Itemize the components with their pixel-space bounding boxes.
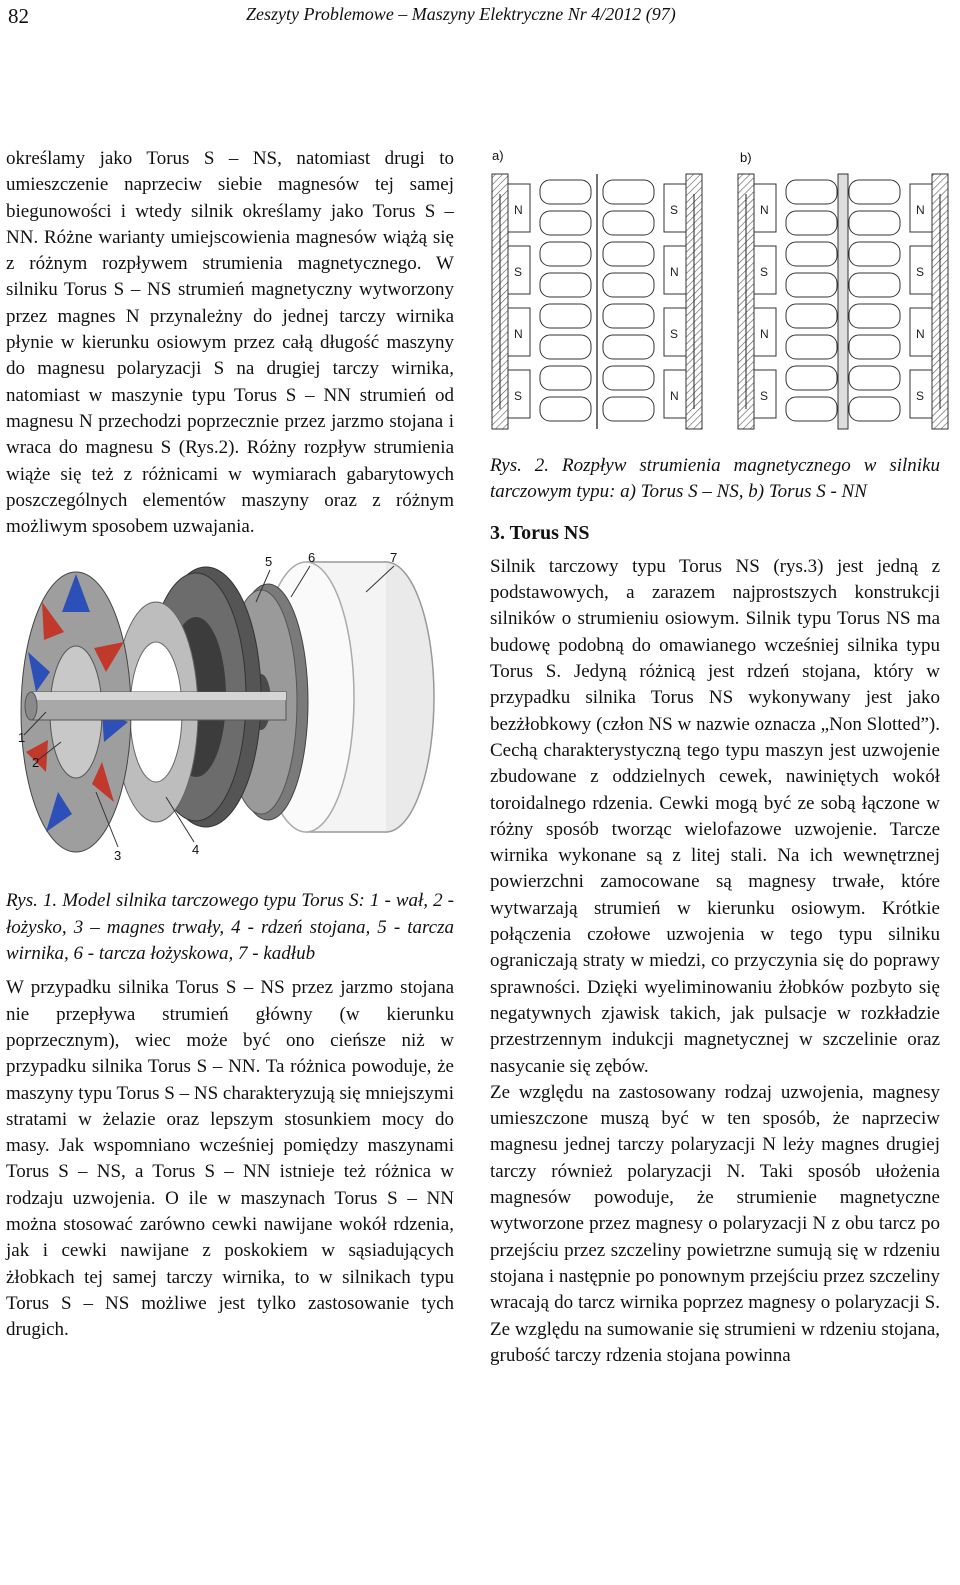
stator-tooth bbox=[540, 180, 591, 204]
stator-tooth bbox=[786, 304, 837, 328]
stator-tooth bbox=[603, 180, 654, 204]
stator-tooth bbox=[540, 397, 591, 421]
fig1-label-7: 7 bbox=[390, 552, 398, 566]
stator-tooth bbox=[603, 242, 654, 266]
fig2-label-b: b) bbox=[740, 150, 752, 165]
shaft bbox=[25, 692, 286, 720]
right-paragraph-1: Silnik tarczowy typu Torus NS (rys.3) jest jedną z podstawowych, a zarazem najprostszych konstrukcji silników o strumieniu osiowym. Silnik typu Torus NS ma budowę podobną do omawianego wcześniej silnika typu Torus S. Jedyną różnicą jest rdzeń stojana, który w przypadku silnika Torus NS wykonywany jest jako bezżłobkowy (człon NS w nazwie oznacza „Non Slotted”). Cechą charakterystyczną tego typu maszyn jest uzwojenie zbudowane z oddzielnych cewek, nawiniętych wokół toroidalnego rdzenia. Cewki mogą być ze sobą łączone w różny sposób tworząc wielofazowe uzwojenie. Tarcze wirnika wykonane są z litej stali. Na ich wewnętrznej powierzchni zamocowane są magnesy trwałe, które wytwarzają strumień w kierunku osiowym. Krótkie połączenia czołowe uzwojenia w tego typu silniku ograniczają straty w miedzi, co przyczynia się do poprawy sprawności. Dzięki wyeliminowaniu żłobków pozbyto się negatywnych zjawisk takich, jak pulsacje w rozkładzie przestrzennym indukcji magnetycznej w szczelinie oraz nasycanie się zębów. bbox=[490, 555, 940, 1077]
pole-label: N bbox=[916, 203, 925, 217]
pole-label: S bbox=[916, 389, 925, 403]
right-paragraph-2: Ze względu na zastosowany rodzaj uzwojenia, magnesy umieszczone muszą być w ten sposób, że naprzeciw magnesu jednej tarczy polaryzacji N leży magnes drugiej tarczy również polaryzacji N. Taki sposób ułożenia magnesów powoduje, że strumienie magnetyczne wytworzone przez magnesy o polaryzacji N z obu tarcz po przejściu przez szczeliny powietrzne sumują się w rdzeniu stojana i następnie po ponownym przejściu przez szczeliny wracają do tarcz wirnika poprzez magnesy o polaryzacji S. Ze względu na sumowanie się strumieni w rdzeniu stojana, grubość tarczy rdzenia stojana powinna bbox=[490, 1081, 940, 1366]
fig1-label-5: 5 bbox=[265, 554, 273, 570]
stator-tooth bbox=[849, 273, 900, 297]
stator-tooth bbox=[603, 273, 654, 297]
pole-label: N bbox=[514, 327, 523, 341]
fig1-label-2: 2 bbox=[32, 755, 40, 771]
pole-label: N bbox=[916, 327, 925, 341]
stator-tooth bbox=[786, 242, 837, 266]
pole-label: N bbox=[760, 203, 769, 217]
stator-yoke bbox=[838, 174, 848, 429]
stator-tooth bbox=[786, 366, 837, 390]
stator-tooth bbox=[540, 273, 591, 297]
fig1-label-6: 6 bbox=[308, 552, 316, 566]
fig1-label-3: 3 bbox=[114, 848, 122, 864]
stator-tooth bbox=[603, 304, 654, 328]
pole-label: S bbox=[670, 203, 679, 217]
stator-tooth bbox=[786, 397, 837, 421]
fig2-label-a: a) bbox=[492, 148, 504, 163]
stator-tooth bbox=[603, 397, 654, 421]
page-number: 82 bbox=[8, 4, 29, 28]
pole-label: N bbox=[670, 389, 679, 403]
figure-1-caption: Rys. 1. Model silnika tarczowego typu Torus S: 1 - wał, 2 - łożysko, 3 – magnes trwały, 4 - rdzeń stojana, 5 - tarcza wirnika, 6 - tarcza łożyskowa, 7 - kadłub bbox=[6, 890, 454, 965]
stator-tooth bbox=[849, 211, 900, 235]
pole-label: S bbox=[760, 265, 769, 279]
stator-tooth bbox=[603, 366, 654, 390]
stator-tooth bbox=[849, 366, 900, 390]
stator-tooth bbox=[786, 273, 837, 297]
left-paragraph-2: W przypadku silnika Torus S – NS przez jarzmo stojana nie przepływa strumień główny (w kierunku poprzecznym), wiec może być ono cieńsze niż w przypadku silnika Torus S – NN. Ta różnica powoduje, że maszyny typu Torus S – NS charakteryzują się mniejszymi stratami w żelazie oraz lepszym stosunkiem mocy do masy. Jak wspomniano wcześniej pomiędzy maszynami Torus S – NS, a Torus S – NN istnieje też różnica w rodzaju uzwojenia. O ile w maszynach Torus S – NN można stosować zarówno cewki nawijane wokół rdzenia, jak i cewki nawijane z poskokiem w sąsiadujących żłobkach tej samej tarczy wirnika, to w silnikach typu Torus S – NS możliwe jest tylko zastosowanie tych drugich. bbox=[6, 977, 454, 1341]
pole-label: S bbox=[514, 389, 523, 403]
stator-tooth bbox=[849, 180, 900, 204]
pole-label: S bbox=[760, 389, 769, 403]
pole-label: N bbox=[514, 203, 523, 217]
pole-label: N bbox=[760, 327, 769, 341]
stator-tooth bbox=[786, 335, 837, 359]
stator-tooth bbox=[603, 211, 654, 235]
figure-2-flux-diagram bbox=[488, 146, 950, 438]
pole-label: S bbox=[514, 265, 523, 279]
stator-tooth bbox=[786, 211, 837, 235]
pole-label: N bbox=[670, 265, 679, 279]
stator-tooth bbox=[849, 335, 900, 359]
diagram-a bbox=[492, 174, 702, 429]
stator-tooth bbox=[540, 211, 591, 235]
diagram-b bbox=[738, 174, 948, 429]
stator-tooth bbox=[849, 397, 900, 421]
section-title: 3. Torus NS bbox=[490, 521, 590, 544]
journal-header: Zeszyty Problemowe – Maszyny Elektryczne Nr 4/2012 (97) bbox=[246, 4, 676, 24]
stator-tooth bbox=[540, 335, 591, 359]
figure-2-caption: Rys. 2. Rozpływ strumienia magnetycznego w silniku tarczowym typu: a) Torus S – NS, b) Torus S - NN bbox=[490, 455, 940, 503]
figure-1-motor-model bbox=[6, 552, 454, 882]
pole-label: S bbox=[670, 327, 679, 341]
left-paragraph-1: określamy jako Torus S – NS, natomiast drugi to umieszczenie naprzeciw siebie magnesów tej samej biegunowości i wtedy silnik określamy jako Torus S – NN. Różne warianty umiejscowienia magnesów wiążą się z różnym rozpływem strumienia magnetycznego. W silniku Torus S – NS strumień magnetyczny wytworzony przez magnes N przynależny do jednej tarczy wirnika płynie w kierunku osiowym przez całą długość maszyny do magnesu polaryzacji S na drugiej tarczy wirnika, natomiast w maszynie typu Torus S – NN strumień od magnesu N przechodzi poprzecznie przez jarzmo stojana i wraca do magnesu S (Rys.2). Różny rozpływ strumienia wiąże się też z różnicami w wymiarach gabarytowych poszczególnych elementów maszyny oraz z różnym możliwym sposobem uzwajania. bbox=[6, 148, 454, 538]
stator-tooth bbox=[603, 335, 654, 359]
stator-tooth bbox=[849, 242, 900, 266]
left-column bbox=[6, 146, 454, 1344]
pole-label: S bbox=[916, 265, 925, 279]
fig1-label-1: 1 bbox=[18, 730, 26, 746]
fig1-label-4: 4 bbox=[192, 842, 200, 858]
stator-tooth bbox=[540, 242, 591, 266]
stator-tooth bbox=[540, 304, 591, 328]
stator-tooth bbox=[786, 180, 837, 204]
stator-tooth bbox=[849, 304, 900, 328]
right-column bbox=[490, 453, 940, 1369]
stator-tooth bbox=[540, 366, 591, 390]
